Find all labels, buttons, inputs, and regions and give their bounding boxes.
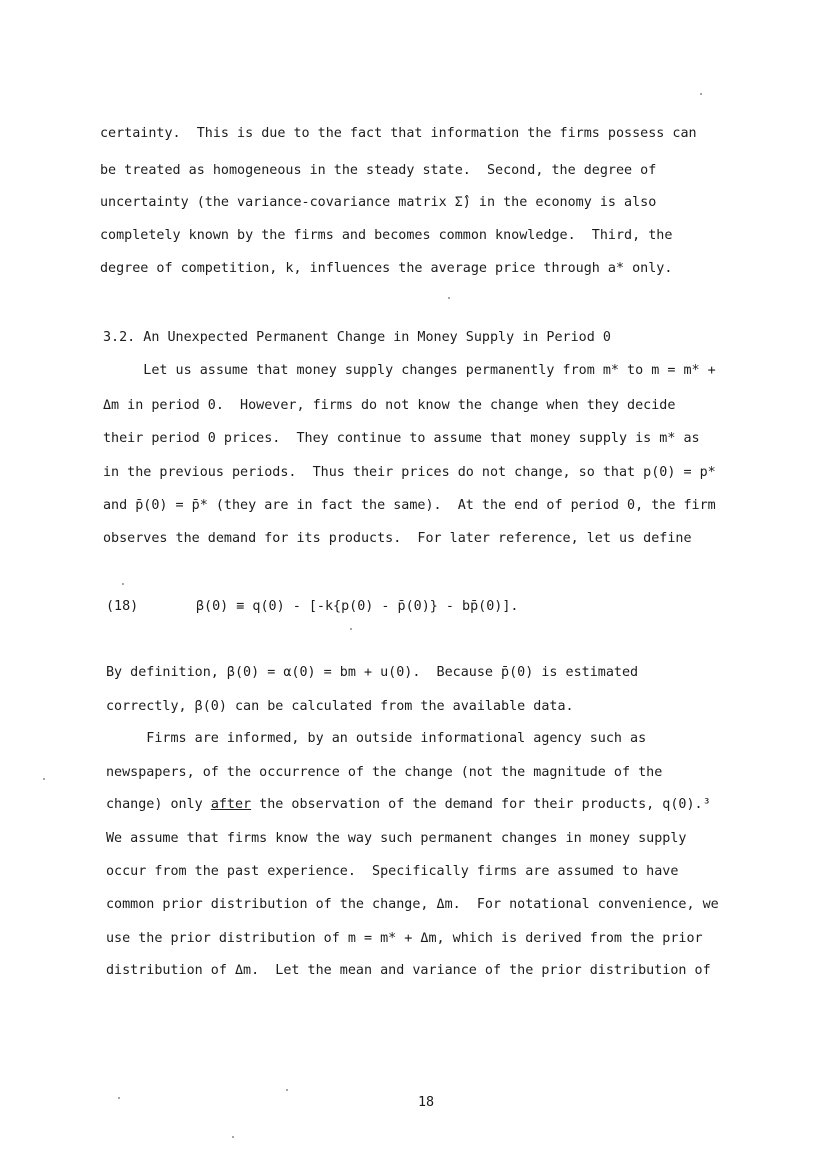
paragraph-line: distribution of Δm. Let the mean and variance of the prior distribution of [106,963,711,978]
equation-number: (18) [106,599,139,614]
paragraph-line: certainty. This is due to the fact that information the firms possess can [100,126,697,141]
paragraph-line: completely known by the firms and becomes common knowledge. Third, the [100,228,673,243]
paragraph-line: be treated as homogeneous in the steady state. Second, the degree of [100,163,657,178]
paragraph-line: Δm in period 0. However, firms do not know the change when they decide [103,398,676,413]
scan-speck [700,93,702,95]
paragraph-line: use the prior distribution of m = m* + Δm, which is derived from the prior [106,931,703,946]
paragraph-line: uncertainty (the variance-covariance matrix Σ̂) in the economy is also [100,195,657,210]
scan-speck [122,583,124,585]
section-heading: 3.2. An Unexpected Permanent Change in Money Supply in Period 0 [103,330,611,345]
paragraph-line: common prior distribution of the change, Δm. For notational convenience, we [106,897,719,912]
paragraph-line: change) only after the observation of the demand for their products, q(0).³ [106,797,711,812]
paragraph-line: Firms are informed, by an outside informational agency such as [106,731,647,746]
paragraph-line: and p̄(0) = p̄* (they are in fact the same). At the end of period 0, the firm [103,498,716,513]
scan-speck [448,297,450,299]
scan-speck [350,628,352,630]
paragraph-line: in the previous periods. Thus their prices do not change, so that p(0) = p* [103,465,716,480]
scan-speck [43,778,45,780]
emphasis-after: after [210,797,252,812]
paragraph-line: degree of competition, k, influences the average price through a* only. [100,261,673,276]
paragraph-line: newspapers, of the occurrence of the change (not the magnitude of the [106,765,663,780]
paragraph-line: observes the demand for its products. For later reference, let us define [103,531,692,546]
paragraph-line: correctly, β(0) can be calculated from the available data. [106,699,574,714]
paragraph-line: By definition, β(0) = α(0) = bm + u(0). Because p̄(0) is estimated [106,665,639,680]
scan-speck [232,1136,234,1138]
paragraph-line: Let us assume that money supply changes permanently from m* to m = m* + [103,363,716,378]
equation: β(0) ≡ q(0) - [-k{p(0) - p̄(0)} - bp̄(0)]. [196,599,519,614]
page-number: 18 [418,1095,435,1110]
paragraph-line: their period 0 prices. They continue to assume that money supply is m* as [103,431,700,446]
paragraph-line: We assume that firms know the way such permanent changes in money supply [106,831,687,846]
paragraph-line: occur from the past experience. Specifically firms are assumed to have [106,864,679,879]
scan-speck [286,1089,288,1091]
scan-speck [118,1097,120,1099]
